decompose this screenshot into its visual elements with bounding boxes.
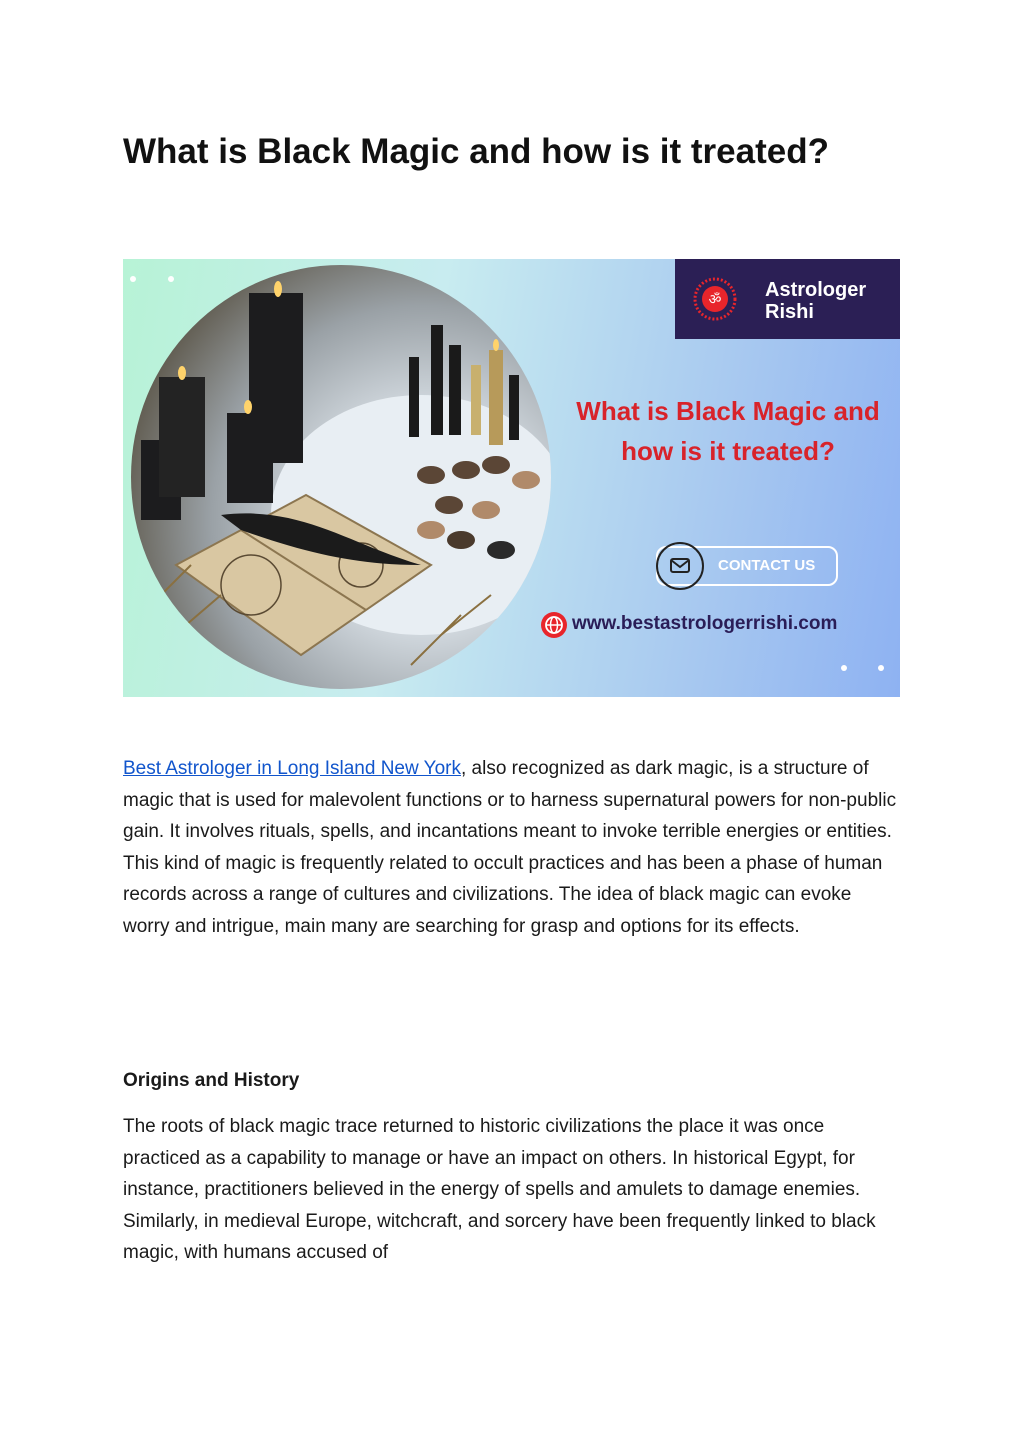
website-row (540, 609, 900, 639)
om-logo-icon (693, 277, 737, 321)
intro-paragraph (123, 753, 903, 942)
decor-dot (841, 665, 847, 671)
page-title: What is Black Magic and how is it treated? (123, 132, 829, 171)
contact-us-button[interactable] (656, 546, 838, 586)
decor-dot (878, 665, 884, 671)
section-paragraph: The roots of black magic trace returned to historic civilizations the place it was once practiced as a capability to manage or have an impact on others. In historical Egypt, for instance, practitioners believed in the energy of spells and amulets to damage enemies. Similarly, in medieval Europe, witchcraft, and sorcery have been frequently linked to black magic, with humans accused of (123, 1116, 876, 1263)
decor-dot (168, 276, 174, 282)
decor-dot (130, 276, 136, 282)
article-banner-image (123, 259, 900, 697)
banner-headline: What is Black Magic and how is it treated? (576, 396, 880, 466)
section-heading: Origins and History (123, 1070, 300, 1091)
mail-icon (656, 542, 704, 590)
intro-text: , also recognized as dark magic, is a structure of magic that is used for malevolent functions or to harness supernatural powers for non-public gain. It involves rituals, spells, and incantations meant to invoke terrible energies or entities. This kind of magic is frequently related to occult practices and has been a phase of human records across a range of cultures and civilizations. The idea of black magic can evoke worry and intrigue, main many are searching for grasp and options for its effects. (123, 758, 897, 937)
brand-name-line2: Rishi (765, 301, 814, 323)
website-url: www.bestastrologerrishi.com (572, 613, 838, 634)
brand-logo-box (675, 259, 900, 339)
contact-us-label: CONTACT US (718, 557, 816, 574)
candles-illustration (131, 265, 551, 689)
globe-icon (540, 611, 568, 639)
candles-photo (131, 265, 551, 689)
brand-name-line1: Astrologer (765, 279, 867, 301)
svg-text:ॐ: ॐ (708, 292, 722, 308)
astrologer-link[interactable]: Best Astrologer in Long Island New York (123, 758, 461, 779)
brand-name (765, 279, 895, 323)
